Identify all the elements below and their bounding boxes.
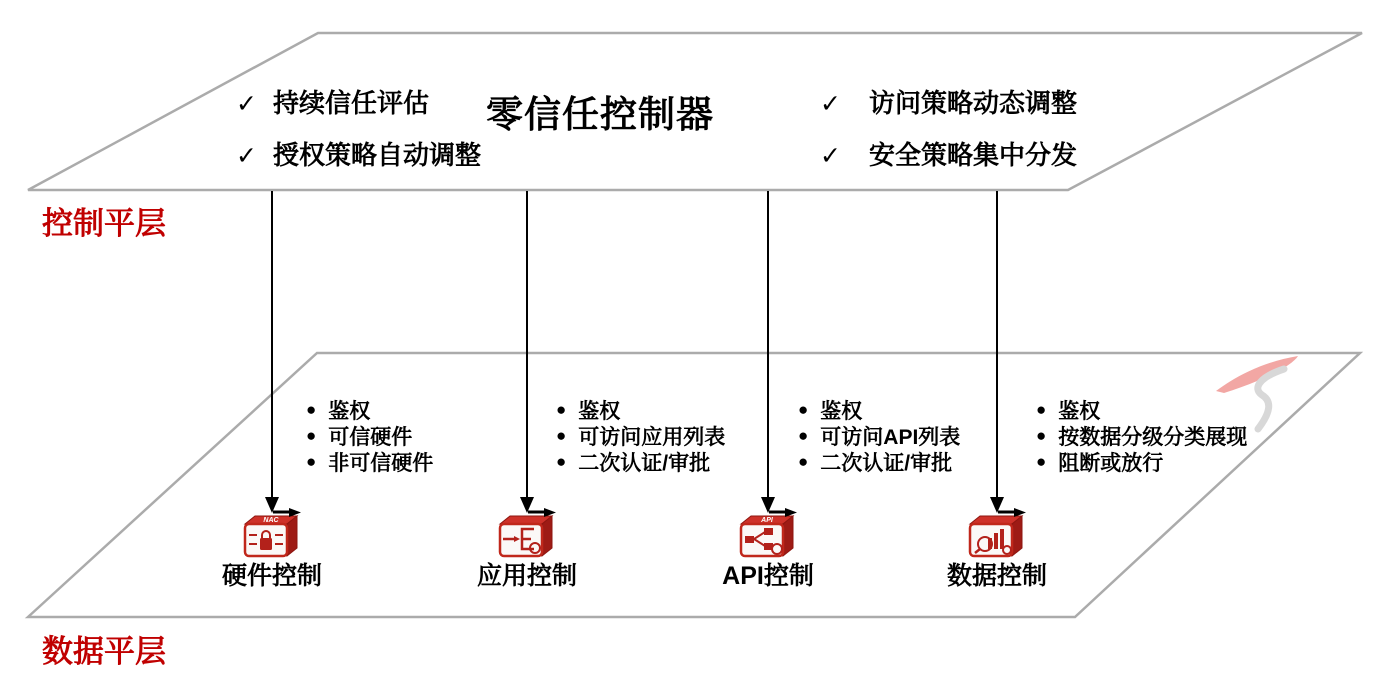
list-item bbox=[306, 397, 433, 423]
control-feature-text: 授权策略自动调整 bbox=[272, 140, 481, 170]
list-item-text: 可信硬件 bbox=[328, 426, 413, 449]
bullet-icon: ● bbox=[798, 400, 809, 419]
hardware-control-label: 硬件控制 bbox=[221, 562, 322, 590]
bullet-icon: ● bbox=[1036, 452, 1047, 471]
list-item-text: 鉴权 bbox=[328, 400, 371, 423]
application-bullet-list bbox=[556, 397, 725, 475]
application-control-label: 应用控制 bbox=[476, 562, 577, 590]
hardware-bullet-list bbox=[306, 397, 433, 475]
list-item-text: 可访问API列表 bbox=[820, 426, 961, 449]
control-feature-left-1 bbox=[236, 83, 429, 120]
list-item bbox=[1036, 449, 1247, 475]
list-item-text: 非可信硬件 bbox=[328, 452, 434, 475]
bullet-icon: ● bbox=[556, 400, 567, 419]
list-item-text: 二次认证/审批 bbox=[820, 452, 953, 475]
list-item bbox=[798, 397, 960, 423]
list-item bbox=[306, 449, 433, 475]
check-icon: ✓ bbox=[236, 142, 257, 170]
control-plane-label: 控制平层 bbox=[42, 206, 166, 241]
control-feature-text: 访问策略动态调整 bbox=[868, 88, 1077, 118]
check-icon: ✓ bbox=[820, 90, 841, 118]
bullet-icon: ● bbox=[556, 426, 567, 445]
list-item bbox=[798, 449, 960, 475]
bullet-icon: ● bbox=[306, 452, 317, 471]
bullet-icon: ● bbox=[306, 426, 317, 445]
control-feature-left-2 bbox=[236, 135, 481, 172]
list-item-text: 阻断或放行 bbox=[1058, 452, 1164, 475]
list-item-text: 按数据分级分类展现 bbox=[1058, 426, 1248, 449]
bullet-icon: ● bbox=[556, 452, 567, 471]
page-title: 零信任控制器 bbox=[486, 94, 714, 135]
control-feature-right-2 bbox=[820, 135, 1077, 172]
list-item-text: 鉴权 bbox=[820, 400, 863, 423]
check-icon: ✓ bbox=[236, 90, 257, 118]
icon-top-label: NAC bbox=[263, 517, 279, 524]
api-control-label: API控制 bbox=[722, 562, 814, 590]
data-plane-label: 数据平层 bbox=[42, 634, 166, 669]
lock-body bbox=[260, 538, 272, 550]
list-item bbox=[556, 449, 725, 475]
list-item bbox=[556, 423, 725, 449]
list-item-text: 二次认证/审批 bbox=[578, 452, 711, 475]
list-item-text: 可访问应用列表 bbox=[578, 426, 726, 449]
data-control-label: 数据控制 bbox=[946, 562, 1047, 590]
list-item-text: 鉴权 bbox=[578, 400, 621, 423]
data-bullet-list bbox=[1036, 397, 1247, 475]
api-bullet-list bbox=[798, 397, 960, 475]
list-item bbox=[1036, 397, 1247, 423]
bullet-icon: ● bbox=[1036, 426, 1047, 445]
list-item bbox=[556, 397, 725, 423]
control-feature-text: 安全策略集中分发 bbox=[868, 140, 1077, 170]
bullet-icon: ● bbox=[306, 400, 317, 419]
bullet-icon: ● bbox=[798, 452, 809, 471]
list-item-text: 鉴权 bbox=[1058, 400, 1101, 423]
control-feature-text: 持续信任评估 bbox=[272, 88, 429, 118]
list-item bbox=[798, 423, 960, 449]
icon-top-label: API bbox=[761, 517, 773, 524]
bullet-icon: ● bbox=[798, 426, 809, 445]
bullet-icon: ● bbox=[1036, 400, 1047, 419]
list-item bbox=[1036, 423, 1247, 449]
check-icon: ✓ bbox=[820, 142, 841, 170]
control-feature-right-1 bbox=[820, 83, 1077, 120]
list-item bbox=[306, 423, 433, 449]
